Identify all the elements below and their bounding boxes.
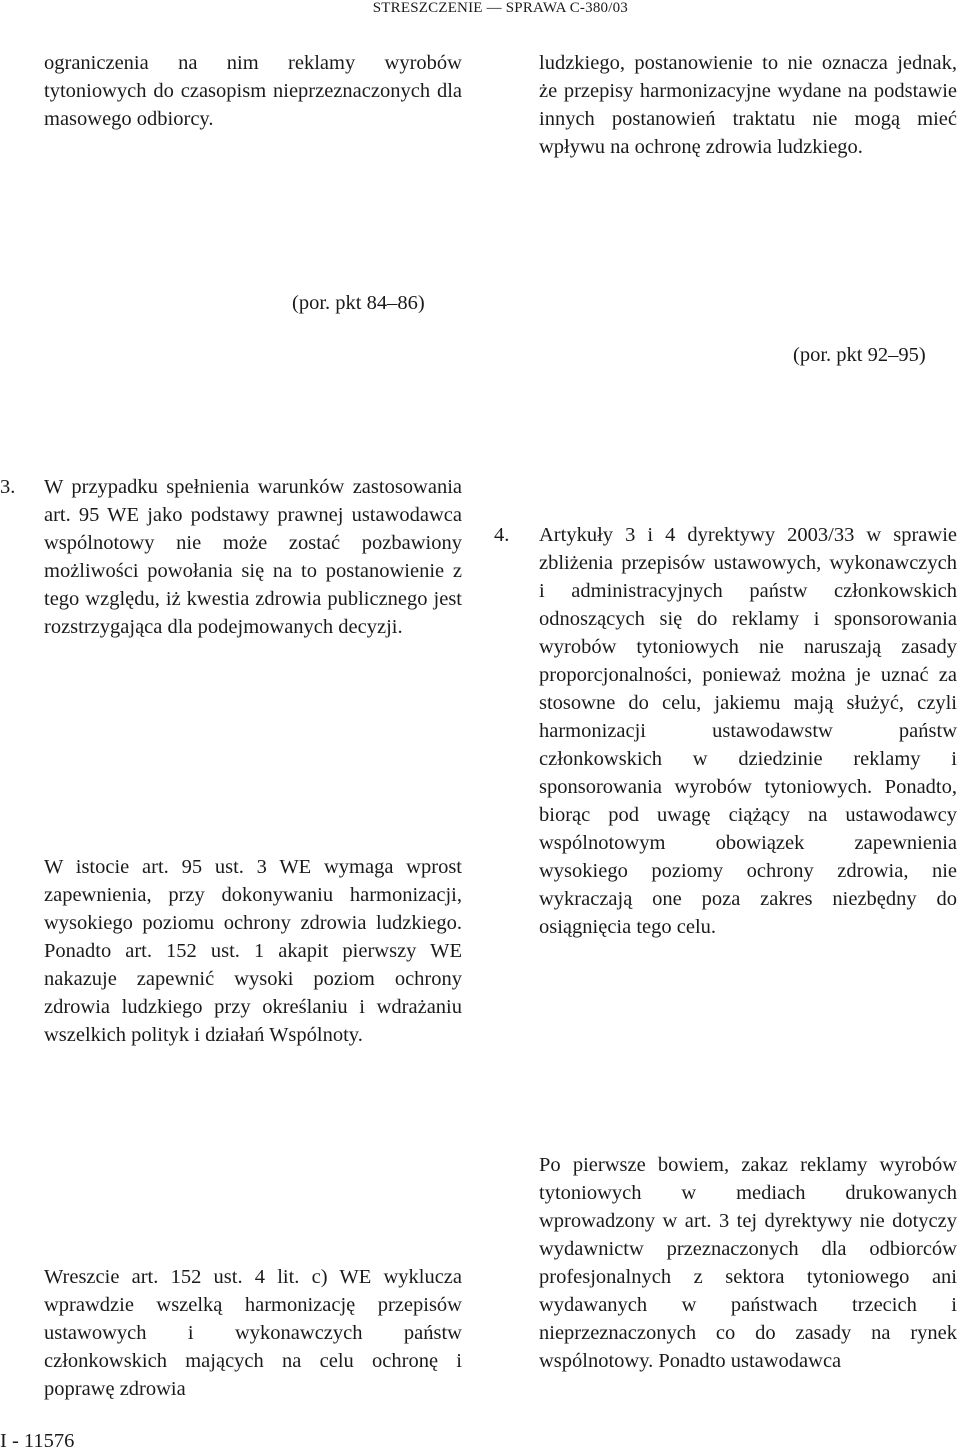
paragraph-text: W istocie art. 95 ust. 3 WE wymaga wprost zapewnienia, przy dokonywaniu harmonizacji, wysokiego poziomu ochrony zdrowia ludzkiego. Ponadto art. 152 ust. 1 akapit pierwszy WE nakazuje zapewnić wysoki poziom ochrony zdrowia ludzkiego przy określaniu i wdrażaniu wszelkich polityk i działań Wspólnoty. — [44, 856, 462, 1046]
right-reference: (por. pkt 92–95) — [793, 344, 926, 366]
running-header: STRESZCZENIE — SPRAWA C-380/03 — [372, 0, 628, 16]
point-number-4: 4. — [494, 524, 510, 546]
paragraph-text: ograniczenia na nim reklamy wyrobów tytoniowych do czasopism nieprzeznaczonych dla masowego odbiorcy. — [44, 52, 462, 130]
paragraph-text: W przypadku spełnienia warunków zastosowania art. 95 WE jako podstawy prawnej ustawodawca wspólnotowy nie może zostać pozbawiony możliwości powołania się na to postanowienie z tego względu, iż kwestia zdrowia publicznego jest rozstrzygająca dla podejmowanych decyzji. — [44, 476, 462, 638]
paragraph-text: Artykuły 3 i 4 dyrektywy 2003/33 w sprawie zbliżenia przepisów ustawowych, wykonawczych i administracyjnych państw członkowskich odnoszących się do reklamy i sponsorowania wyrobów tytoniowych nie naruszają zasady proporcjonalności, ponieważ można je uznać za stosowne do celu, jakiemu mają służyć, czyli harmonizacji ustawodawstw państw członkowskich w dziedzinie reklamy i sponsorowania wyrobów tytoniowych. Ponadto, biorąc pod uwagę ciążący na ustawodawcy wspólnotowym obowiązek zapewnienia wysokiego poziomy ochrony zdrowia, nie wykraczają one poza zakres niezbędny do osiągnięcia tego celu. — [539, 524, 957, 938]
paragraph-text: ludzkiego, postanowienie to nie oznacza jednak, że przepisy harmonizacyjne wydane na podstawie innych postanowień traktatu nie mogą mieć wpływu na ochronę zdrowia ludzkiego. — [539, 52, 957, 158]
left-paragraph-5 — [44, 1263, 462, 1403]
right-paragraph-1 — [539, 49, 957, 161]
point-3-paragraph — [44, 473, 462, 641]
left-paragraph-1 — [44, 49, 462, 133]
paragraph-text: Wreszcie art. 152 ust. 4 lit. c) WE wyklucza wprawdzie wszelką harmonizację przepisów ustawowych i wykonawczych państw członkowskich mających na celu ochronę i poprawę zdrowia — [44, 1266, 462, 1400]
right-paragraph-5 — [539, 1151, 957, 1375]
left-paragraph-4 — [44, 853, 462, 1049]
paragraph-text: Po pierwsze bowiem, zakaz reklamy wyrobów tytoniowych w mediach drukowanych wprowadzony w art. 3 tej dyrektywy nie dotyczy wydawnictw przeznaczonych dla odbiorców profesjonalnych z sektora tytoniowego ani wydawanych w państwach trzecich i nieprzeznaczonych co do zasady na rynek wspólnotowy. Ponadto ustawodawca — [539, 1154, 957, 1372]
point-number-3: 3. — [0, 476, 16, 498]
page-number: I - 11576 — [0, 1430, 75, 1452]
point-4-paragraph — [539, 521, 957, 941]
left-reference: (por. pkt 84–86) — [292, 292, 425, 314]
